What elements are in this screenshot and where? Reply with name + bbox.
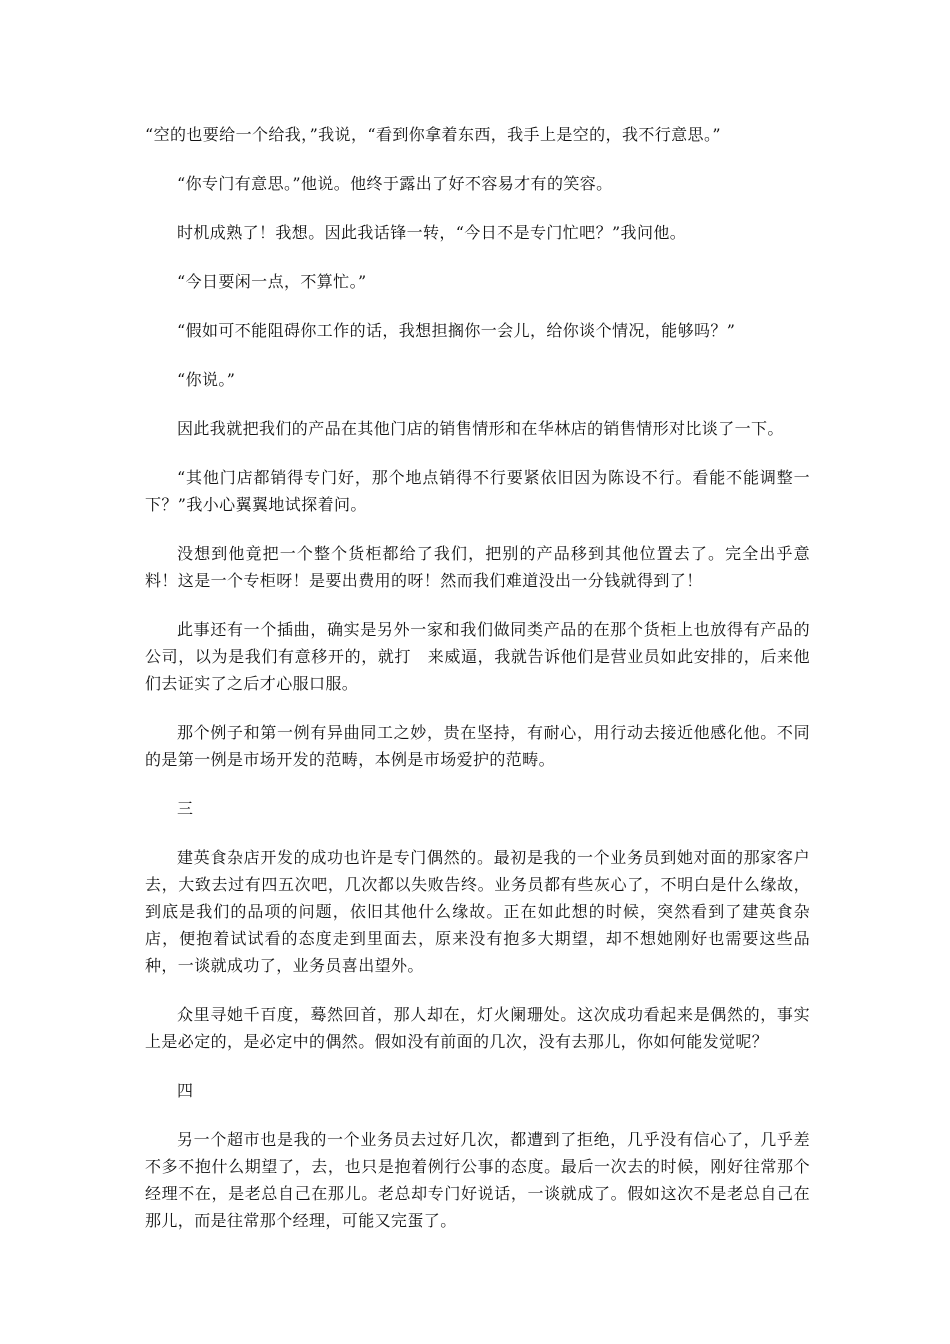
paragraph: 此事还有一个插曲，确实是另外一家和我们做同类产品的在那个货柜上也放得有产品的公司，以为是我们有意移开的，就打 来威逼，我就告诉他们是营业员如此安排的，后来他们去证实了之后才心服口服。 bbox=[145, 620, 810, 693]
paragraph: 因此我就把我们的产品在其他门店的销售情形和在华林店的销售情形对比谈了一下。 bbox=[177, 419, 784, 438]
paragraph: 那个例子和第一例有异曲同工之妙，贵在坚持，有耐心，用行动去接近他感化他。不同的是第一例是市场开发的范畴，本例是市场爱护的范畴。 bbox=[145, 723, 810, 769]
paragraph: 没想到他竟把一个整个货柜都给了我们，把别的产品移到其他位置去了。完全出乎意料！这是一个专柜呀！是要出费用的呀！然而我们难道没出一分钱就得到了！ bbox=[145, 544, 810, 590]
paragraph: 众里寻她千百度，蓦然回首，那人却在，灯火阑珊处。这次成功看起来是偶然的，事实上是必定的，是必定中的偶然。假如没有前面的几次，没有去那儿，你如何能发觉呢？ bbox=[145, 1005, 810, 1051]
paragraph: “你专门有意思。”他说。他终于露出了好不容易才有的笑容。 bbox=[177, 174, 613, 193]
paragraph: 时机成熟了！我想。因此我话锋一转，“今日不是专门忙吧？”我问他。 bbox=[177, 223, 687, 242]
paragraph: “空的也要给一个给我，”我说，“看到你拿着东西，我手上是空的，我不行意思。” bbox=[145, 125, 721, 144]
section-heading: 四 bbox=[177, 1081, 194, 1100]
paragraph: “其他门店都销得专门好，那个地点销得不行要紧依旧因为陈设不行。看能不能调整一下？”我小心翼翼地试探着问。 bbox=[145, 468, 810, 514]
paragraph: 另一个超市也是我的一个业务员去过好几次，都遭到了拒绝，几乎没有信心了，几乎差不多不抱什么期望了，去，也只是抱着例行公事的态度。最后一次去的时候，刚好往常那个经理不在，是老总自己在那儿。老总却专门好说话，一谈就成了。假如这次不是老总自己在那儿，而是往常那个经理，可能又完蛋了。 bbox=[145, 1130, 810, 1230]
section-heading: 三 bbox=[177, 799, 194, 818]
paragraph: “假如可不能阻碍你工作的话，我想担搁你一会儿，给你谈个情况，能够吗？” bbox=[177, 321, 736, 340]
paragraph: “你说。” bbox=[177, 370, 236, 389]
paragraph: “今日要闲一点，不算忙。” bbox=[177, 272, 367, 291]
document-body bbox=[145, 121, 810, 1256]
paragraph: 建英食杂店开发的成功也许是专门偶然的。最初是我的一个业务员到她对面的那家客户去，大致去过有四五次吧，几次都以失败告终。业务员都有些灰心了，不明白是什么缘故，到底是我们的品项的问题，依旧其他什么缘故。正在如此想的时候，突然看到了建英食杂店，便抱着试试看的态度走到里面去，原来没有抱多大期望，却不想她刚好也需要这些品种，一谈就成功了，业务员喜出望外。 bbox=[145, 848, 810, 975]
